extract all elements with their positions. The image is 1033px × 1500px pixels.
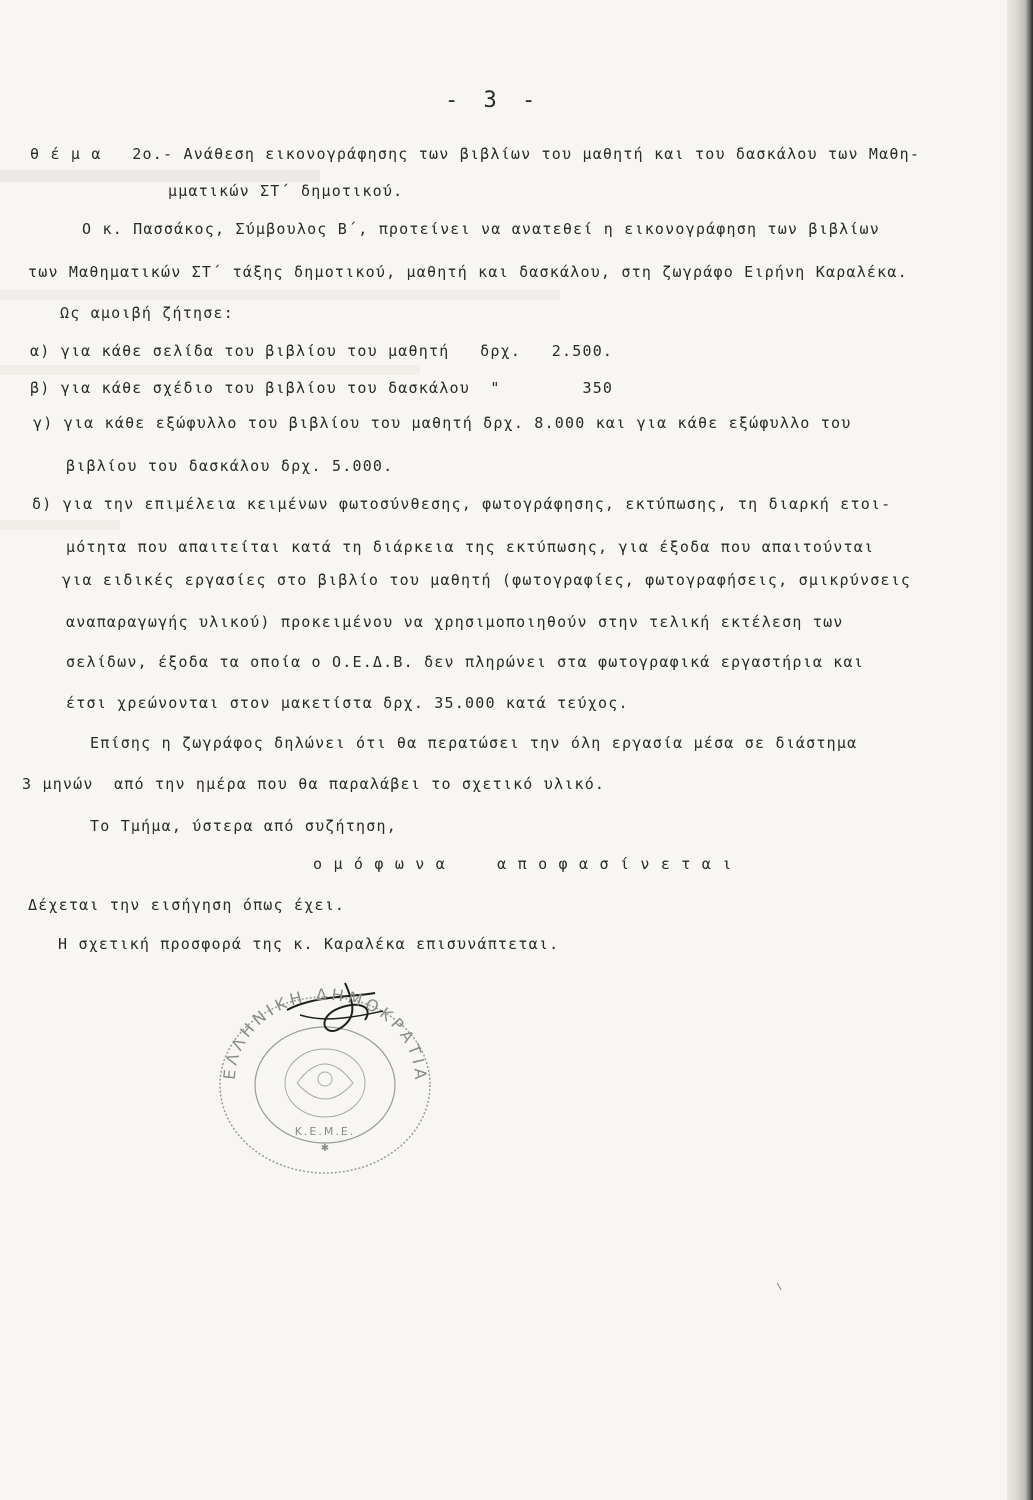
stamp-outer-text: ΕΛΛΗΝΙΚΗ ΔΗΜΟΚΡΑΤΙΑ	[219, 984, 431, 1084]
fee-heading: Ως αμοιβή ζήτησε:	[60, 304, 234, 322]
fee-item-c: γ) για κάθε εξώφυλλο του βιβλίου του μαθητή δρχ. 8.000 και για κάθε εξώφυλλο του	[33, 414, 852, 432]
fee-item-d: δ) για την επιμέλεια κειμένων φωτοσύνθεσης, φωτογράφησης, εκτύπωσης, τη διαρκή ετοι-	[32, 495, 892, 513]
small-pen-mark	[771, 1283, 781, 1293]
fee-item-d-cont: σελίδων, έξοδα τα οποία ο Ο.Ε.Δ.Β. δεν πληρώνει στα φωτογραφικά εργαστήρια και	[66, 653, 864, 671]
decision-heading: ο μ ό φ ω ν α α π ο φ α σ ί ν ε τ α ι	[313, 855, 733, 873]
subject-line: θ έ μ α 2ο.- Ανάθεση εικονογράφησης των βιβλίων του μαθητή και του δασκάλου των Μαθη-	[30, 145, 921, 163]
fee-item-d-cont: αναπαραγωγής υλικού) προκειμένου να χρησιμοποιηθούν στην τελική εκτέλεση των	[66, 613, 844, 631]
fee-item-d-cont: για ειδικές εργασίες στο βιβλίο του μαθητή (φωτογραφίες, φωτογραφήσεις, σμικρύνσεις	[62, 571, 912, 589]
bleed-through-mark	[0, 170, 320, 182]
svg-text:ΕΛΛΗΝΙΚΗ ΔΗΜΟΚΡΑΤΙΑ	[220, 985, 431, 1084]
proposal-paragraph: Ο κ. Πασσάκος, Σύμβουλος Β΄, προτείνει να ανατεθεί η εικονογράφηση των βιβλίων	[82, 220, 880, 238]
proposal-paragraph-cont: των Μαθηματικών ΣΤ΄ τάξης δημοτικού, μαθητή και δασκάλου, στη ζωγράφο Ειρήνη Καραλέκα.	[28, 263, 908, 281]
official-stamp	[205, 975, 445, 1175]
subject-line-cont: μματικών ΣΤ΄ δημοτικού.	[168, 182, 404, 200]
completion-paragraph-cont: 3 μηνών από την ημέρα που θα παραλάβει το σχετικό υλικό.	[22, 775, 606, 793]
completion-paragraph: Επίσης η ζωγράφος δηλώνει ότι θα περατώσει την όλη εργασία μέσα σε διάστημα	[90, 734, 858, 752]
decision-text: Δέχεται την εισήγηση όπως έχει.	[28, 896, 346, 914]
stamp-bottom-text: Κ.Ε.Μ.Ε.	[294, 1125, 356, 1138]
fee-item-d-cont: μότητα που απαιτείται κατά τη διάρκεια της εκτύπωσης, για έξοδα που απαιτούνται	[66, 538, 875, 556]
fee-item-b: β) για κάθε σχέδιο του βιβλίου του δασκάλου " 350	[30, 379, 614, 397]
bleed-through-mark	[0, 290, 560, 300]
department-line: Το Τμήμα, ύστερα από συζήτηση,	[90, 817, 397, 835]
fee-item-c-cont: βιβλίου του δασκάλου δρχ. 5.000.	[66, 457, 394, 475]
fee-item-d-cont: έτσι χρεώνονται στον μακετίστα δρχ. 35.000 κατά τεύχος.	[66, 694, 629, 712]
page-edge-shadow	[1007, 0, 1033, 1500]
bleed-through-mark	[0, 365, 420, 375]
page-number: - 3 -	[445, 88, 542, 113]
attachment-note: Η σχετική προσφορά της κ. Καραλέκα επισυνάπτεται.	[58, 935, 560, 953]
bleed-through-mark	[0, 520, 120, 530]
svg-text:✱: ✱	[320, 1143, 330, 1154]
fee-item-a: α) για κάθε σελίδα του βιβλίου του μαθητή δρχ. 2.500.	[30, 342, 614, 360]
